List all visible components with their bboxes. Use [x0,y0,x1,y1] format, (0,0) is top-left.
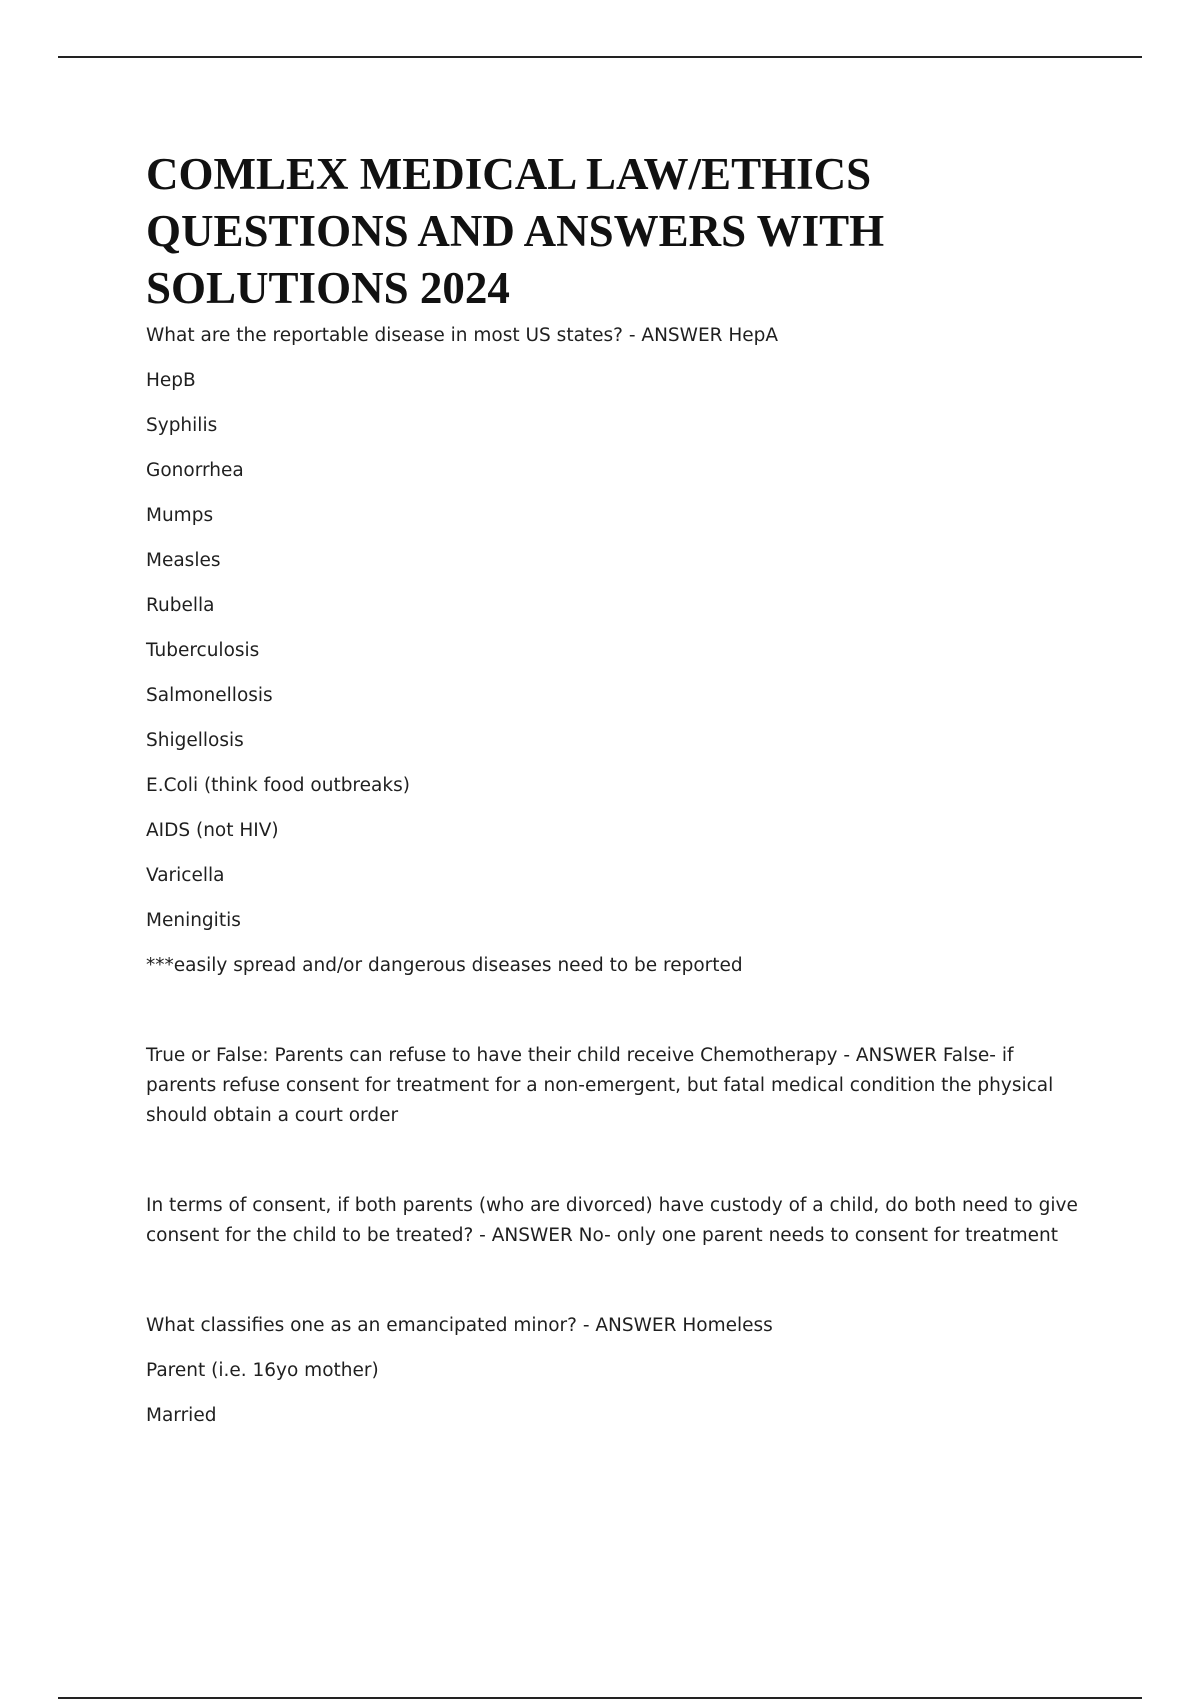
list-item: E.Coli (think food outbreaks) [146,775,410,796]
list-item: Gonorrhea [146,460,244,481]
question-divorced-parents-consent: In terms of consent, if both parents (who are divorced) have custody of a child, do both need to give consent for the child to be treated? - ANSWER No- only one parent needs to consent for treatment [146,1195,1078,1246]
list-item-note: ***easily spread and/or dangerous diseases need to be reported [146,955,743,976]
question-emancipated-minor: What classifies one as an emancipated minor? - ANSWER Homeless [146,1315,773,1336]
question-chemotherapy-consent: True or False: Parents can refuse to have their child receive Chemotherapy - ANSWER False- if parents refuse consent for treatment for a non-emergent, but fatal medical condition the physical should obtain a court order [146,1045,1054,1126]
document-title: COMLEX MEDICAL LAW/ETHICS QUESTIONS AND ANSWERS WITH SOLUTIONS 2024 [146,149,885,313]
top-rule [58,56,1142,58]
list-item: Married [146,1405,217,1426]
list-item: Parent (i.e. 16yo mother) [146,1360,379,1381]
bottom-rule [58,1697,1142,1699]
list-item: Mumps [146,505,214,526]
list-item: Varicella [146,865,225,886]
list-item: AIDS (not HIV) [146,820,279,841]
list-item: HepB [146,370,196,391]
list-item: Salmonellosis [146,685,273,706]
list-item: Rubella [146,595,215,616]
list-item: Shigellosis [146,730,244,751]
list-item: Meningitis [146,910,241,931]
document-body [146,146,1086,1431]
qa-section [146,321,1086,1431]
list-item: Tuberculosis [146,640,260,661]
list-item: Measles [146,550,221,571]
list-item: Syphilis [146,415,218,436]
question-reportable-diseases: What are the reportable disease in most US states? - ANSWER HepA [146,325,779,346]
